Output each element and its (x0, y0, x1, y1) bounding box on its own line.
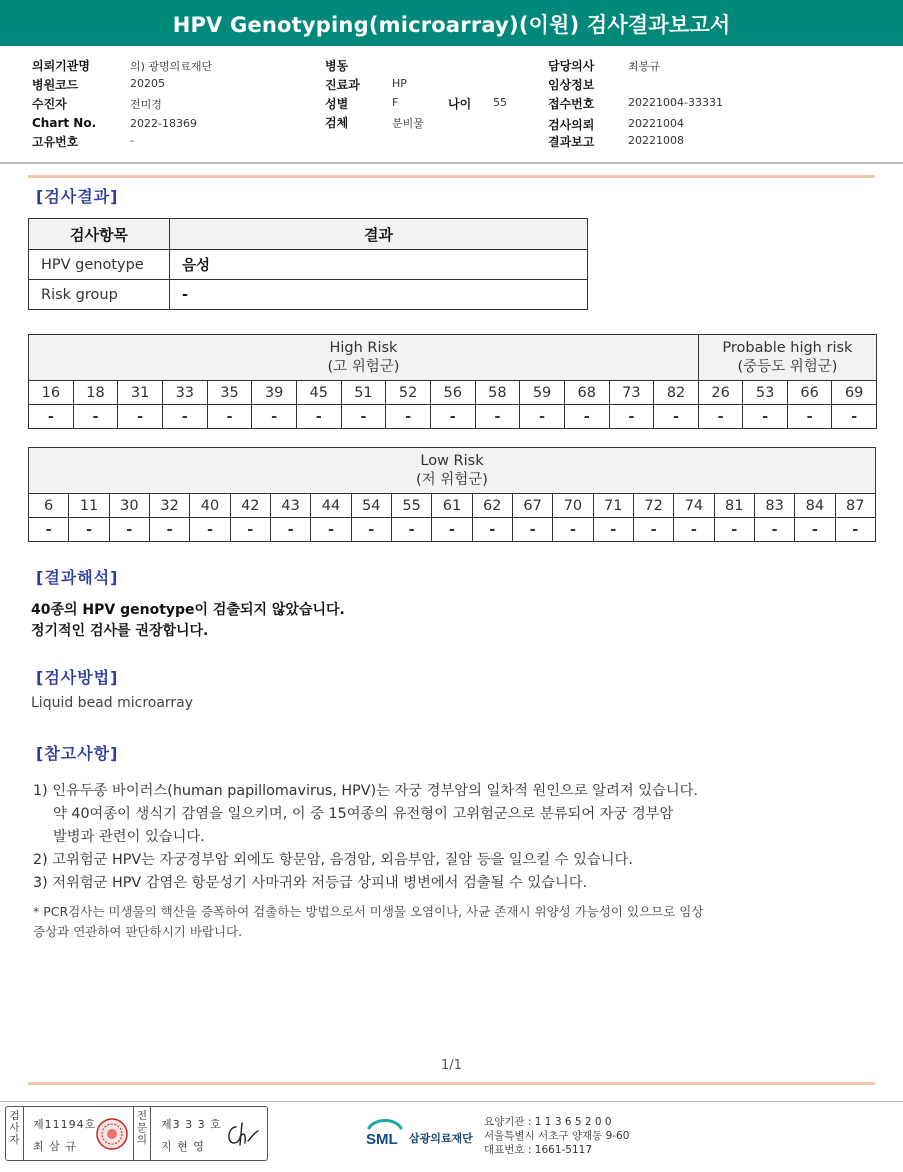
result-item: HPV genotype (29, 250, 170, 280)
genotype-number: 40 (190, 494, 230, 518)
genotype-result: - (564, 405, 609, 429)
genotype-number: 31 (118, 381, 163, 405)
genotype-number: 33 (162, 381, 207, 405)
genotype-number: 70 (553, 494, 593, 518)
genotype-result: - (386, 405, 431, 429)
method-section-title: [검사방법] (36, 668, 119, 687)
genotype-number: 18 (73, 381, 118, 405)
result-value: 음성 (170, 250, 588, 280)
header-bar (0, 0, 903, 46)
genotype-result: - (230, 518, 270, 542)
accent-line-top (28, 175, 875, 178)
genotype-number: 68 (564, 381, 609, 405)
results-table (28, 218, 588, 310)
interpretation-line: 정기적인 검사를 권장합니다. (31, 623, 209, 639)
genotype-number: 56 (430, 381, 475, 405)
high-risk-table (28, 334, 877, 429)
examiner-license: 제11194호 (33, 1118, 97, 1131)
genotype-number: 61 (432, 494, 472, 518)
genotype-number: 72 (633, 494, 673, 518)
low-risk-title: Low Risk (420, 452, 484, 469)
genotype-result: - (69, 518, 109, 542)
genotype-number: 11 (69, 494, 109, 518)
reference-item: 3) 저위험군 HPV 감염은 항문성기 사마귀와 저등급 상피내 병변에서 검출될 수 있습니다. (33, 875, 588, 891)
genotype-number: 74 (674, 494, 714, 518)
probable-high-risk-title: Probable high risk (722, 339, 853, 356)
low-risk-header (29, 448, 876, 494)
genotype-number: 53 (743, 381, 788, 405)
genotype-number: 83 (754, 494, 794, 518)
seal-stamp-icon (95, 1117, 129, 1151)
risk-header-row (29, 448, 876, 494)
reference-item: 2) 고위험군 HPV는 자궁경부암 외에도 항문암, 음경암, 외음부암, 질암 등을 일으킬 수 있습니다. (33, 852, 633, 868)
genotype-result: - (609, 405, 654, 429)
genotype-number: 32 (149, 494, 189, 518)
phone: 대표번호 : 1661-5117 (484, 1144, 593, 1156)
signature-icon (224, 1121, 262, 1149)
genotype-number-row (29, 494, 876, 518)
genotype-number: 45 (296, 381, 341, 405)
table-row (29, 280, 588, 310)
low-risk-table (28, 447, 876, 542)
genotype-number: 67 (512, 494, 552, 518)
receipt-no-value: 20221004-33331 (628, 96, 723, 109)
genotype-number: 84 (795, 494, 835, 518)
genotype-result: - (472, 518, 512, 542)
logo-name: 삼광의료재단 (409, 1132, 473, 1145)
high-risk-title: High Risk (329, 339, 398, 356)
signature-box (5, 1106, 268, 1161)
genotype-number: 26 (698, 381, 743, 405)
examiner-label: 검 사 자 (6, 1107, 24, 1160)
interpretation-text (31, 600, 345, 642)
genotype-result: - (29, 518, 69, 542)
genotype-result-row (29, 518, 876, 542)
genotype-number: 55 (391, 494, 431, 518)
genotype-result: - (190, 518, 230, 542)
report-title: HPV Genotyping(microarray)(이원) 검사결과보고서 (172, 13, 731, 37)
pcr-note (33, 902, 863, 942)
genotype-number: 44 (311, 494, 351, 518)
low-risk-subtitle: (저 위험군) (416, 471, 488, 488)
genotype-result: - (512, 518, 552, 542)
genotype-result: - (754, 518, 794, 542)
genotype-result: - (351, 518, 391, 542)
genotype-result: - (207, 405, 252, 429)
reference-item-cont: 약 40여종이 생식기 감염을 일으키며, 이 중 15여종의 유전형이 고위험군으로 분류되어 자궁 경부암 (53, 806, 674, 822)
genotype-result: - (149, 518, 189, 542)
reviewer-label: 전 문 의 (133, 1107, 151, 1160)
genotype-result: - (341, 405, 386, 429)
genotype-number: 6 (29, 494, 69, 518)
interpretation-line: 40종의 HPV genotype이 검출되지 않았습니다. (31, 602, 345, 618)
note-line: * PCR검사는 미생물의 핵산을 증폭하여 검출하는 방법으로서 미생물 오염이나, 사균 존재시 위양성 가능성이 있으므로 임상 (33, 904, 704, 919)
genotype-number: 71 (593, 494, 633, 518)
recipient-label: 수진자 (32, 97, 67, 111)
reference-item-cont: 발병과 관련이 있습니다. (53, 829, 205, 845)
ward-label: 병동 (325, 59, 349, 73)
genotype-number: 62 (472, 494, 512, 518)
genotype-result: - (162, 405, 207, 429)
risk-header-row (29, 335, 877, 381)
note-line: 증상과 연관하여 판단하시기 바랍니다. (33, 924, 243, 939)
genotype-result: - (674, 518, 714, 542)
genotype-result: - (714, 518, 754, 542)
method-text: Liquid bead microarray (31, 695, 194, 711)
request-date-label: 검사의뢰 (548, 118, 595, 132)
header-divider (0, 162, 903, 164)
accent-line-bottom (28, 1082, 875, 1085)
genotype-number: 52 (386, 381, 431, 405)
care-institution-no: 요양기관 : 1 1 3 6 5 2 0 0 (484, 1116, 612, 1128)
genotype-number: 35 (207, 381, 252, 405)
genotype-result: - (475, 405, 520, 429)
genotype-result: - (29, 405, 74, 429)
reviewer-license: 제3 3 3 호 (161, 1118, 222, 1131)
chart-no-value: 2022-18369 (130, 117, 197, 130)
references-section-title: [참고사항] (36, 744, 119, 763)
footer-divider (0, 1101, 903, 1102)
genotype-result: - (654, 405, 699, 429)
sex-value: F (392, 96, 399, 109)
genotype-result: - (832, 405, 877, 429)
table-row (29, 250, 588, 280)
institution-label: 의뢰기관명 (32, 59, 90, 73)
institution-contact (484, 1115, 629, 1157)
genotype-number: 66 (787, 381, 832, 405)
sex-label: 성별 (325, 97, 349, 111)
genotype-number: 39 (252, 381, 297, 405)
probable-high-risk-header (698, 335, 876, 381)
references-list (33, 780, 698, 895)
age-value: 55 (493, 96, 507, 109)
clinical-info-label: 임상정보 (548, 78, 595, 92)
genotype-number: 58 (475, 381, 520, 405)
genotype-number: 51 (341, 381, 386, 405)
institution-value: 의) 광명의료재단 (130, 60, 213, 73)
department-value: HP (392, 77, 407, 90)
genotype-number: 42 (230, 494, 270, 518)
specimen-value: 분비물 (392, 117, 424, 130)
interpretation-section-title: [결과해석] (36, 568, 119, 587)
chart-no-label: Chart No. (32, 116, 97, 130)
reference-item: 1) 인유두종 바이러스(human papillomavirus, HPV)는 자궁 경부암의 일차적 원인으로 알려져 있습니다. (33, 783, 698, 799)
report-date-value: 20221008 (628, 134, 684, 147)
genotype-result: - (633, 518, 673, 542)
doctor-value: 최봉규 (628, 60, 660, 73)
report-date-label: 결과보고 (548, 135, 595, 149)
col-item-header: 검사항목 (29, 219, 170, 250)
age-label: 나이 (448, 97, 472, 111)
genotype-number: 73 (609, 381, 654, 405)
receipt-no-label: 접수번호 (548, 97, 595, 111)
logo-mark: SML (366, 1131, 398, 1148)
probable-high-risk-subtitle: (중등도 위험군) (737, 358, 838, 375)
examiner-name: 최 삼 규 (33, 1140, 77, 1153)
results-header-row (29, 219, 588, 250)
genotype-number: 59 (520, 381, 565, 405)
genotype-result: - (520, 405, 565, 429)
genotype-result: - (553, 518, 593, 542)
address: 서울특별시 서초구 양재동 9-60 (484, 1130, 630, 1142)
genotype-number: 43 (270, 494, 310, 518)
genotype-result: - (296, 405, 341, 429)
result-item: Risk group (29, 280, 170, 310)
department-label: 진료과 (325, 78, 360, 92)
hospital-code-label: 병원코드 (32, 78, 79, 92)
genotype-result: - (795, 518, 835, 542)
unique-no-value: - (130, 134, 134, 147)
reviewer-name: 지 현 영 (161, 1140, 205, 1153)
genotype-result: - (73, 405, 118, 429)
genotype-result: - (743, 405, 788, 429)
unique-no-label: 고유번호 (32, 135, 79, 149)
genotype-result: - (787, 405, 832, 429)
genotype-number: 16 (29, 381, 74, 405)
genotype-result: - (432, 518, 472, 542)
genotype-result: - (252, 405, 297, 429)
genotype-result: - (593, 518, 633, 542)
genotype-result: - (118, 405, 163, 429)
genotype-result: - (109, 518, 149, 542)
request-date-value: 20221004 (628, 117, 684, 130)
genotype-number: 81 (714, 494, 754, 518)
genotype-result: - (835, 518, 875, 542)
recipient-value: 전미경 (130, 98, 162, 111)
high-risk-subtitle: (고 위험군) (327, 358, 400, 375)
genotype-number: 30 (109, 494, 149, 518)
high-risk-header (29, 335, 699, 381)
results-section-title: [검사결과] (36, 187, 119, 206)
sml-logo-icon (365, 1114, 405, 1154)
genotype-number: 54 (351, 494, 391, 518)
genotype-result: - (430, 405, 475, 429)
genotype-result: - (698, 405, 743, 429)
page-number: 1/1 (441, 1058, 462, 1073)
result-value: - (170, 280, 588, 310)
genotype-number: 82 (654, 381, 699, 405)
col-result-header: 결과 (170, 219, 588, 250)
genotype-result: - (391, 518, 431, 542)
genotype-number: 69 (832, 381, 877, 405)
genotype-result-row (29, 405, 877, 429)
doctor-label: 담당의사 (548, 59, 595, 73)
hospital-code-value: 20205 (130, 77, 165, 90)
genotype-number-row (29, 381, 877, 405)
genotype-number: 87 (835, 494, 875, 518)
genotype-result: - (270, 518, 310, 542)
genotype-result: - (311, 518, 351, 542)
specimen-label: 검체 (325, 116, 349, 130)
sml-logo (365, 1114, 473, 1158)
